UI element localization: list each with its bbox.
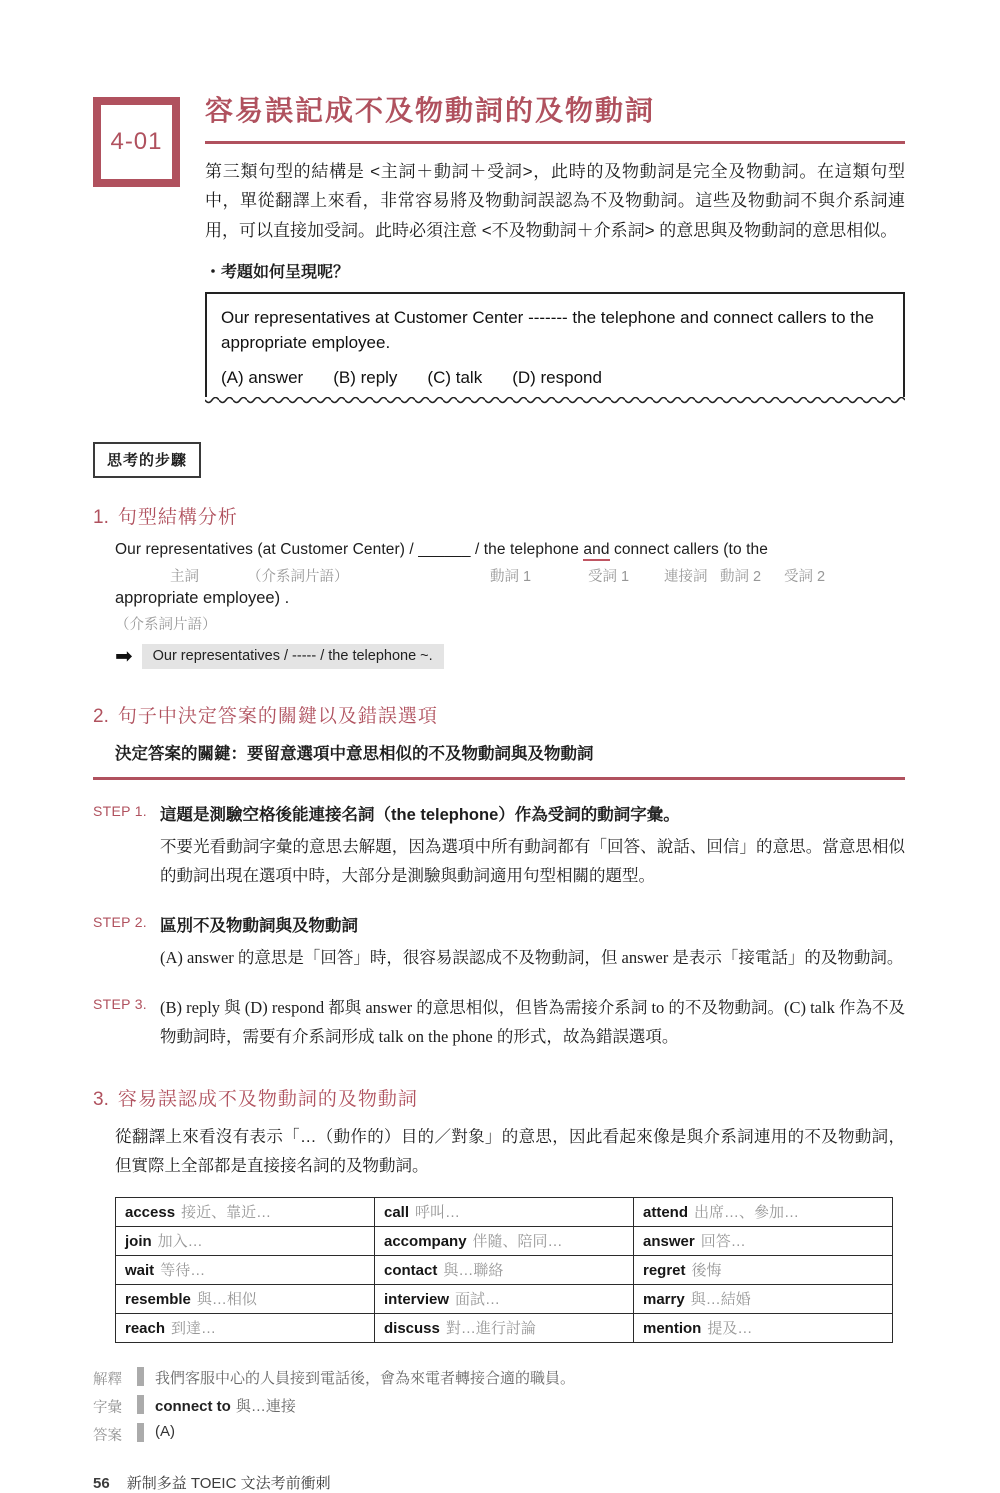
verb-zh: 後悔: [691, 1261, 722, 1279]
option-b: (B) reply: [333, 367, 398, 387]
verb-cell: [375, 1197, 634, 1226]
and-conjunction-underlined: and: [583, 541, 609, 561]
verb-cell: [634, 1255, 893, 1284]
answer-text: (A): [155, 1422, 175, 1440]
page-number: 56: [93, 1474, 110, 1492]
verb-cell: [375, 1313, 634, 1342]
section-sentence-analysis: [93, 502, 905, 669]
option-d: (D) respond: [512, 367, 602, 387]
vocab-text: [155, 1394, 296, 1416]
verb-zh: 面試…: [455, 1290, 501, 1308]
verb-zh: 加入…: [157, 1232, 203, 1250]
question-text: Our representatives at Customer Center ------- the telephone and connect callers to the appropriate employee.: [221, 307, 874, 353]
label-verb2: 動詞 2: [720, 569, 762, 586]
verb-en: resemble: [125, 1290, 191, 1308]
step1-content: [160, 801, 905, 891]
answer-row: [93, 1422, 905, 1445]
section-verb-list: [93, 1084, 905, 1343]
right-arrow-icon: ➡: [115, 645, 133, 669]
step3-content: [160, 994, 905, 1052]
verb-zh: 提及…: [707, 1319, 753, 1337]
label-subject: 主詞: [170, 569, 199, 586]
verb-cell: [375, 1226, 634, 1255]
step2-content: [160, 912, 905, 973]
wavy-border: [205, 397, 905, 406]
section3-title: 容易誤認成不及物動詞的及物動詞: [117, 1088, 418, 1110]
verb-en: contact: [384, 1261, 438, 1279]
table-row: [116, 1255, 893, 1284]
step2-body: (A) answer 的意思是「回答」時，很容易誤認成不及物動詞，但 answer 是表示「接電話」的及物動詞。: [160, 948, 904, 968]
page-header: [93, 95, 905, 406]
book-title: 新制多益 TOEIC 文法考前衝刺: [126, 1474, 331, 1492]
section-answer-key: [93, 701, 905, 1051]
label-object2: 受詞 2: [784, 569, 826, 586]
verb-en: call: [384, 1203, 410, 1221]
explanation-text: 我們客服中心的人員接到電話後，會為來電者轉接合適的職員。: [155, 1369, 576, 1387]
question-options: [221, 365, 889, 391]
section1-title: 句型結構分析: [117, 507, 238, 529]
sentence-part2: connect callers (to the: [609, 541, 768, 559]
verb-en: answer: [643, 1232, 695, 1250]
verb-cell: [634, 1197, 893, 1226]
step3-label: STEP 3.: [93, 996, 147, 1013]
answer-block: [93, 1366, 905, 1445]
verb-en: accompany: [384, 1232, 467, 1250]
verb-zh: 與…結婚: [690, 1290, 751, 1308]
verb-zh: 到達…: [171, 1319, 217, 1337]
step-2: [93, 912, 905, 973]
section2-number: 2.: [93, 706, 109, 728]
analyzed-sentence-line2: appropriate employee) .: [115, 589, 290, 608]
verb-zh: 與…聯絡: [443, 1261, 504, 1279]
vocab-en: connect to: [155, 1397, 231, 1415]
sentence-analysis: [115, 541, 905, 669]
verb-zh: 接近、靠近…: [181, 1203, 272, 1221]
verb-en: discuss: [384, 1319, 440, 1337]
step1-body: 不要光看動詞字彙的意思去解題，因為選項中所有動詞都有「回答、說話、回信」的意思。當意思相似的動詞出現在選項中時，大部分是測驗與動詞適用句型相關的題型。: [160, 837, 905, 886]
verb-en: wait: [125, 1261, 155, 1279]
answer-label: 答案: [93, 1427, 122, 1444]
section3-number: 3.: [93, 1088, 109, 1110]
verb-zh: 等待…: [160, 1261, 206, 1279]
option-c: (C) talk: [427, 367, 483, 387]
label-object1: 受詞 1: [588, 569, 630, 586]
step2-label: STEP 2.: [93, 914, 147, 931]
header-right-column: [205, 95, 905, 406]
verb-en: reach: [125, 1319, 166, 1337]
section3-body: 從翻譯上來看沒有表示「…（動作的）目的／對象」的意思，因此看起來像是與介系詞連用的不及物動詞，但實際上全部都是直接接名詞的及物動詞。: [115, 1127, 905, 1175]
page-footer: [93, 1472, 905, 1493]
question-box-body: [205, 292, 905, 398]
verb-en: join: [125, 1232, 152, 1250]
label-bar: [137, 1423, 144, 1442]
verb-zh: 出席…、參加…: [694, 1203, 800, 1221]
label-bar: [137, 1395, 144, 1414]
table-row: [116, 1313, 893, 1342]
verb-zh: 對…進行討論: [445, 1319, 536, 1337]
explanation-label: 解釋: [93, 1371, 122, 1388]
step1-label: STEP 1.: [93, 803, 147, 820]
analyzed-sentence-line1: [115, 541, 905, 559]
question-box: [205, 292, 905, 407]
section3-heading: [93, 1084, 905, 1111]
intro-paragraph: 第三類句型的結構是 <主詞＋動詞＋受詞>，此時的及物動詞是完全及物動詞。在這類句型中，單從翻譯上來看，非常容易將及物動詞誤認為不及物動詞。這些及物動詞不與介系詞連用，可以直接加受詞。此時必須注意 <不及物動詞＋介系詞> 的意思與及物動詞的意思相似。: [205, 162, 905, 240]
section2-divider: [93, 777, 905, 780]
table-row: [116, 1197, 893, 1226]
verb-en: attend: [643, 1203, 688, 1221]
verb-zh: 伴隨、陪同…: [472, 1232, 563, 1250]
step2-heading: 區別不及物動詞與及物動詞: [160, 917, 358, 936]
step-3: [93, 994, 905, 1052]
vocab-row: [93, 1394, 905, 1417]
label-prep-phrase-line2: （介系詞片語）: [115, 617, 217, 634]
table-row: [116, 1226, 893, 1255]
verb-cell: [116, 1284, 375, 1313]
step1-heading: 這題是測驗空格後能連接名詞（the telephone）作為受詞的動詞字彙。: [160, 806, 680, 825]
label-prep-phrase: （介系詞片語）: [247, 569, 349, 586]
label-bar: [137, 1367, 144, 1386]
verb-cell: [116, 1226, 375, 1255]
step-1: [93, 801, 905, 891]
section1-heading: [93, 502, 905, 529]
verb-en: marry: [643, 1290, 685, 1308]
verb-cell: [116, 1197, 375, 1226]
verb-cell: [634, 1313, 893, 1342]
label-conjunction: 連接詞: [664, 569, 708, 586]
verb-en: interview: [384, 1290, 450, 1308]
vocab-label: 字彙: [93, 1399, 122, 1416]
exam-prompt-heading: ・考題如何呈現呢？: [205, 263, 350, 281]
title-divider: [205, 141, 905, 144]
simplified-sentence: Our representatives / ----- / the telephone ~.: [142, 644, 444, 669]
option-a: (A) answer: [221, 367, 304, 387]
verb-en: access: [125, 1203, 176, 1221]
section2-heading: [93, 701, 905, 728]
grammar-label-row: [115, 562, 905, 588]
verb-cell: [116, 1313, 375, 1342]
explanation-row: [93, 1366, 905, 1389]
verb-cell: [634, 1226, 893, 1255]
verb-zh: 呼叫…: [415, 1203, 461, 1221]
verb-zh: 回答…: [700, 1232, 746, 1250]
label-verb1: 動詞 1: [490, 569, 532, 586]
table-row: [116, 1284, 893, 1313]
answer-key-line: 決定答案的關鍵：要留意選項中意思相似的不及物動詞與及物動詞: [115, 745, 594, 764]
page-title: 容易誤記成不及物動詞的及物動詞: [205, 95, 656, 126]
vocab-zh: 與…連接: [235, 1397, 296, 1415]
verb-cell: [634, 1284, 893, 1313]
transitive-verbs-table: [115, 1197, 893, 1343]
section1-number: 1.: [93, 507, 109, 529]
step3-body: (B) reply 與 (D) respond 都與 answer 的意思相似，但皆為需接介系詞 to 的不及物動詞。(C) talk 作為不及物動詞時，需要有介系詞形成 talk on the phone 的形式，故為錯誤選項。: [160, 998, 905, 1046]
verb-cell: [375, 1284, 634, 1313]
verb-en: regret: [643, 1261, 686, 1279]
section2-title: 句子中決定答案的關鍵以及錯誤選項: [117, 706, 438, 728]
thinking-steps-box: 思考的步驟: [93, 442, 201, 478]
verb-zh: 與…相似: [196, 1290, 257, 1308]
unit-number-badge: 4-01: [93, 97, 180, 187]
verb-cell: [116, 1255, 375, 1284]
verb-en: mention: [643, 1319, 702, 1337]
sentence-part1: Our representatives (at Customer Center) / ______ / the telephone: [115, 541, 584, 559]
simplified-sentence-row: [115, 644, 905, 669]
verb-cell: [375, 1255, 634, 1284]
